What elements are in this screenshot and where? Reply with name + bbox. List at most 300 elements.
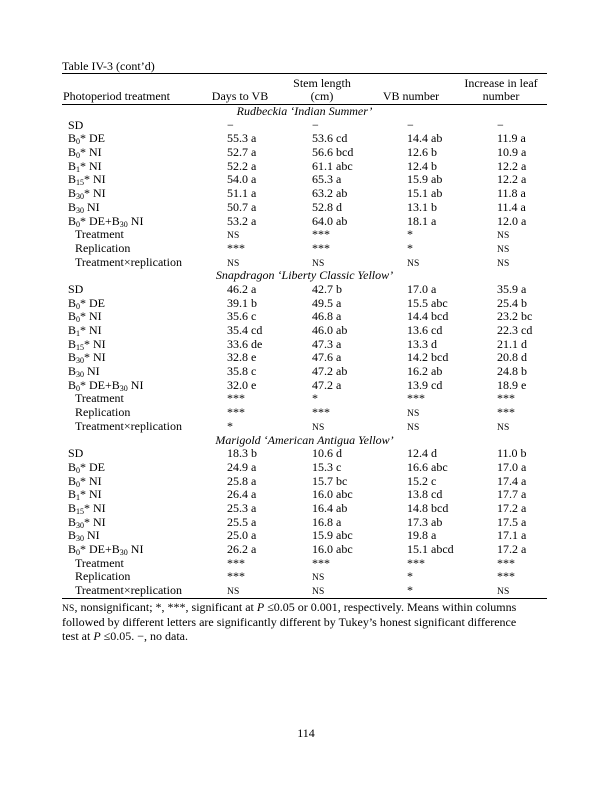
table-cell (392, 502, 482, 516)
table-cell (482, 201, 547, 215)
cell-value: 35.9 a (497, 281, 527, 296)
treatment-label (62, 365, 212, 379)
table-cell (392, 379, 482, 393)
table-row (62, 516, 547, 530)
treatment-label (62, 310, 212, 324)
text-part: B (68, 364, 77, 379)
cell-value: 17.2 a (497, 500, 527, 515)
cell-value: 17.4 a (497, 473, 527, 488)
cell-value: 25.8 a (227, 473, 257, 488)
table-cell (297, 516, 392, 530)
cell-value: 24.9 a (227, 459, 257, 474)
text-part: * NI (84, 186, 106, 201)
text-part: * DE (80, 131, 106, 146)
cell-value: 12.4 d (407, 446, 437, 461)
table-cell (297, 488, 392, 502)
text-part: B (68, 131, 77, 146)
footnote-line (62, 616, 547, 630)
cell-value: 13.9 cd (407, 377, 443, 392)
cell-value: 47.6 a (312, 350, 342, 365)
text-part: 0 (76, 219, 81, 229)
cell-value: NS (497, 422, 510, 433)
table-cell (297, 365, 392, 379)
treatment-label (62, 529, 212, 543)
text-part: B (68, 528, 77, 543)
cell-value: 25.0 a (227, 528, 257, 543)
cell-value: 18.9 e (497, 377, 527, 392)
treatment-label (62, 297, 212, 311)
table-cell (392, 187, 482, 201)
table-cell (482, 461, 547, 475)
table-cell (392, 297, 482, 311)
cell-value: NS (497, 258, 510, 269)
table-cell (297, 297, 392, 311)
table-cell (392, 173, 482, 187)
table-cell (212, 283, 297, 297)
table-cell (297, 502, 392, 516)
stat-row (62, 420, 547, 434)
text-part: NI (84, 528, 100, 543)
cell-value: * (227, 418, 233, 433)
table-cell (212, 297, 297, 311)
table-cell (482, 160, 547, 174)
cell-value: 11.4 a (497, 199, 526, 214)
cell-value: 13.1 b (407, 199, 437, 214)
cell-value: 47.3 a (312, 336, 342, 351)
text-part: B (68, 377, 77, 392)
cell-value: 14.4 bcd (407, 309, 449, 324)
cell-value: 15.7 bc (312, 473, 348, 488)
table-cell (482, 516, 547, 530)
cell-value: − (312, 117, 319, 132)
table-row (62, 351, 547, 365)
cell-value: 16.6 abc (407, 459, 448, 474)
cell-value: 42.7 b (312, 281, 342, 296)
table-cell (212, 365, 297, 379)
cell-value: 53.2 a (227, 213, 257, 228)
cell-value: 15.1 abcd (407, 542, 454, 556)
table-cell (212, 543, 297, 557)
table-cell (297, 351, 392, 365)
treatment-label (62, 461, 212, 475)
cell-value: − (227, 117, 234, 132)
cell-value: 11.8 a (497, 186, 526, 201)
cell-value: 13.6 cd (407, 323, 443, 337)
cell-value: 16.0 abc (312, 542, 353, 556)
table-cell (482, 475, 547, 489)
table-cell (212, 132, 297, 146)
cell-value: 17.5 a (497, 514, 527, 529)
col-header-increase-line1: Increase in leaf (464, 76, 538, 90)
table-cell (297, 132, 392, 146)
table-cell (212, 187, 297, 201)
table-cell (212, 488, 297, 502)
cell-value: 26.2 a (227, 542, 257, 556)
text-part: 1 (76, 329, 81, 338)
stat-row (62, 228, 547, 242)
cell-value: NS (227, 587, 240, 598)
cell-value: 33.6 de (227, 336, 263, 351)
table-cell (212, 516, 297, 530)
table-cell (482, 392, 547, 406)
table-cell (392, 256, 482, 272)
table-cell (482, 310, 547, 324)
table-cell (297, 187, 392, 201)
table-cell (297, 447, 392, 461)
text-part: NI (127, 213, 144, 228)
table-row (62, 119, 547, 133)
table-cell (212, 461, 297, 475)
text-part: followed by different letters are significantly different by Tukey’s honest significant difference (62, 615, 517, 630)
table-cell (392, 529, 482, 543)
text-part: B (68, 145, 77, 160)
text-part: * NI (84, 514, 106, 529)
text-part: 30 (76, 205, 85, 215)
text-part: B (68, 459, 77, 474)
text-part: B (68, 309, 77, 324)
cell-value: 24.8 b (497, 364, 527, 379)
cell-value: 11.9 a (497, 131, 526, 146)
table-row (62, 338, 547, 352)
treatment-label (62, 173, 212, 187)
text-part: test at (62, 628, 94, 643)
cell-value: *** (312, 240, 330, 255)
cell-value: 10.9 a (497, 145, 527, 160)
table-cell (392, 338, 482, 352)
table-cell (392, 392, 482, 406)
text-part: NI (84, 364, 100, 379)
table-cell (482, 146, 547, 160)
table-cell (297, 338, 392, 352)
cell-value: 54.0 a (227, 172, 257, 187)
text-part: 15 (76, 506, 85, 516)
table-row (62, 283, 547, 297)
cell-value: 11.0 b (497, 446, 527, 461)
cell-value: − (497, 117, 504, 132)
treatment-label (62, 201, 212, 215)
text-part: 1 (76, 164, 81, 174)
table-cell (212, 584, 297, 600)
cell-value: NS (497, 244, 510, 255)
cell-value: 18.1 a (407, 213, 437, 228)
table-cell (392, 488, 482, 502)
stat-row (62, 256, 547, 270)
stat-label (62, 420, 212, 436)
table-cell (392, 160, 482, 174)
treatment-label (62, 488, 212, 502)
text-part: B (68, 542, 77, 556)
text-part: SD (68, 117, 84, 132)
cell-value: 26.4 a (227, 487, 257, 502)
stat-label-text: Treatment (75, 391, 124, 406)
table-cell (212, 379, 297, 393)
table-row (62, 324, 547, 338)
page-number: 114 (297, 726, 315, 740)
table-cell (392, 119, 482, 133)
table-cell (482, 379, 547, 393)
table-cell (212, 160, 297, 174)
cell-value: 53.6 cd (312, 131, 348, 146)
cell-value: 17.1 a (497, 528, 527, 543)
cell-value: 56.6 bcd (312, 145, 354, 160)
table-cell (482, 119, 547, 133)
text-part: 15 (76, 178, 85, 188)
treatment-label (62, 338, 212, 352)
cell-value: 49.5 a (312, 295, 342, 310)
stat-row (62, 392, 547, 406)
cell-value: 15.9 abc (312, 528, 353, 543)
text-part: P (256, 599, 265, 614)
table-cell (297, 146, 392, 160)
text-part: * NI (84, 500, 106, 515)
cell-value: 35.8 c (227, 364, 257, 379)
cell-value: 14.4 ab (407, 131, 443, 146)
cell-value: 14.2 bcd (407, 350, 449, 365)
treatment-label (62, 215, 212, 229)
table-cell (212, 173, 297, 187)
text-part: 0 (76, 301, 81, 311)
table-row (62, 529, 547, 543)
cell-value: 32.8 e (227, 350, 257, 365)
text-part: * NI (84, 172, 106, 187)
table-row (62, 173, 547, 187)
text-part: * DE+B (80, 213, 120, 228)
col-header-vb-number: VB number (382, 89, 440, 103)
cell-value: 16.0 abc (312, 487, 353, 502)
table-cell (392, 420, 482, 436)
table-cell (482, 338, 547, 352)
table-row (62, 461, 547, 475)
cell-value: NS (312, 587, 325, 598)
treatment-label (62, 283, 212, 297)
table-cell (482, 256, 547, 272)
cell-value: 13.3 d (407, 336, 437, 351)
stat-label-text: Treatment (75, 227, 124, 242)
species-header: Rudbeckia ‘Indian Summer’ (236, 104, 373, 118)
table-cell (482, 365, 547, 379)
text-part: B (68, 514, 77, 529)
table-footnote (62, 599, 547, 644)
text-part: * DE (80, 459, 106, 474)
table-cell (392, 215, 482, 229)
text-part: ≤0.05 or 0.001, respectively. Means within columns (264, 599, 517, 614)
table-iv-3 (62, 59, 547, 644)
cell-value: NS (227, 231, 240, 242)
table-cell (482, 557, 547, 571)
treatment-label (62, 502, 212, 516)
text-part: B (68, 158, 77, 173)
treatment-label (62, 447, 212, 461)
stat-row (62, 570, 547, 584)
cell-value: NS (227, 258, 240, 269)
text-part: B (68, 172, 77, 187)
cell-value: 46.2 a (227, 281, 257, 296)
table-cell (212, 392, 297, 406)
text-part: NI (84, 199, 100, 214)
cell-value: 47.2 ab (312, 364, 348, 379)
cell-value: 16.2 ab (407, 364, 443, 379)
cell-value: 64.0 ab (312, 213, 348, 228)
treatment-label (62, 146, 212, 160)
stat-row (62, 557, 547, 571)
cell-value: 16.8 a (312, 514, 342, 529)
text-part: * DE+B (80, 377, 120, 392)
text-part: 0 (76, 548, 81, 557)
table-cell (212, 351, 297, 365)
text-part: ≤0.05. −, no data. (100, 628, 189, 643)
text-part: 30 (76, 534, 85, 544)
cell-value: 20.8 d (497, 350, 527, 365)
cell-value: 46.8 a (312, 309, 342, 324)
cell-value: 35.4 cd (227, 323, 263, 337)
text-part: 30 (119, 383, 128, 393)
text-part: 15 (76, 342, 85, 352)
table-cell (392, 310, 482, 324)
text-part: B (68, 500, 77, 515)
table-cell (482, 447, 547, 461)
cell-value: * (407, 240, 413, 255)
text-part: * NI (84, 350, 106, 365)
cell-value: *** (497, 555, 515, 570)
table-cell (212, 447, 297, 461)
table-cell (212, 529, 297, 543)
cell-value: 32.0 e (227, 377, 257, 392)
cell-value: *** (497, 391, 515, 406)
text-part: 30 (119, 548, 128, 557)
cell-value: 17.7 a (497, 487, 527, 502)
cell-value: 15.9 ab (407, 172, 443, 187)
text-part: * NI (80, 158, 102, 173)
stat-label (62, 584, 212, 600)
table-cell (392, 584, 482, 600)
table-cell (482, 488, 547, 502)
stat-label-text: Replication (75, 240, 131, 255)
table-row (62, 215, 547, 229)
table-cell (482, 283, 547, 297)
treatment-label (62, 543, 212, 557)
text-part: 30 (76, 370, 85, 380)
text-part: NI (127, 377, 144, 392)
stat-label (62, 256, 212, 272)
stat-label-text: Treatment×replication (75, 583, 182, 598)
table-row (62, 488, 547, 502)
cell-value: *** (227, 391, 245, 406)
text-part: * NI (80, 487, 102, 502)
cell-value: 17.3 ab (407, 514, 443, 529)
text-part: 0 (76, 383, 81, 393)
cell-value: 25.3 a (227, 500, 257, 515)
cell-value: 39.1 b (227, 295, 257, 310)
text-part: 0 (76, 137, 81, 147)
table-cell (212, 475, 297, 489)
cell-value: 19.8 a (407, 528, 437, 543)
cell-value: 17.0 a (497, 459, 527, 474)
cell-value: 46.0 ab (312, 323, 348, 337)
cell-value: * (407, 583, 413, 598)
table-row (62, 160, 547, 174)
stat-label-text: Treatment×replication (75, 254, 182, 269)
table-cell (392, 324, 482, 338)
table-header-row (62, 73, 547, 105)
stat-row (62, 584, 547, 598)
stat-label-text: Treatment (75, 555, 124, 570)
table-cell (297, 215, 392, 229)
cell-value: *** (407, 555, 425, 570)
table-cell (297, 392, 392, 406)
treatment-label (62, 351, 212, 365)
table-title: Table IV-3 (cont’d) (62, 59, 155, 73)
table-cell (482, 543, 547, 557)
table-cell (297, 529, 392, 543)
text-part: 0 (76, 479, 81, 489)
treatment-label (62, 475, 212, 489)
table-cell (297, 475, 392, 489)
cell-value: *** (312, 227, 330, 242)
cell-value: NS (497, 587, 510, 598)
text-part: 0 (76, 465, 81, 475)
table-cell (212, 201, 297, 215)
stat-row (62, 406, 547, 420)
cell-value: NS (407, 409, 420, 420)
col-header-photoperiod-treatment: Photoperiod treatment (63, 89, 170, 103)
table-cell (297, 584, 392, 600)
table-row (62, 502, 547, 516)
cell-value: 10.6 d (312, 446, 342, 461)
cell-value: 12.4 b (407, 158, 437, 173)
cell-value: 25.4 b (497, 295, 527, 310)
table-row (62, 475, 547, 489)
col-header-days-to-vb: Days to VB (211, 89, 269, 103)
table-cell (297, 119, 392, 133)
table-cell (392, 365, 482, 379)
cell-value: 17.0 a (407, 281, 437, 296)
table-cell (482, 324, 547, 338)
cell-value: 25.5 a (227, 514, 257, 529)
cell-value: 12.2 a (497, 172, 527, 187)
stat-label-text: Replication (75, 569, 131, 584)
text-part: * NI (80, 145, 102, 160)
cell-value: NS (312, 258, 325, 269)
table-cell (297, 324, 392, 338)
treatment-label (62, 119, 212, 133)
table-cell (392, 475, 482, 489)
table-cell (392, 132, 482, 146)
text-part: B (68, 295, 77, 310)
table-row (62, 310, 547, 324)
cell-value: *** (497, 405, 515, 420)
table-cell (297, 173, 392, 187)
cell-value: 52.8 d (312, 199, 342, 214)
treatment-label (62, 379, 212, 393)
cell-value: *** (312, 555, 330, 570)
cell-value: 15.1 ab (407, 186, 443, 201)
species-header: Snapdragon ‘Liberty Classic Yellow’ (215, 268, 394, 283)
table-cell (392, 461, 482, 475)
stat-label-text: Treatment×replication (75, 418, 182, 433)
cell-value: 12.2 a (497, 158, 527, 173)
cell-value: * (312, 391, 318, 406)
cell-value: NS (407, 422, 420, 433)
table-cell (297, 310, 392, 324)
col-header-stem-length-line1: Stem length (293, 76, 351, 90)
table-cell (482, 502, 547, 516)
table-cell (212, 324, 297, 338)
footnote-line (62, 601, 547, 617)
cell-value: *** (407, 391, 425, 406)
cell-value: 22.3 cd (497, 323, 533, 337)
table-cell (297, 160, 392, 174)
cell-value: 15.3 c (312, 459, 342, 474)
